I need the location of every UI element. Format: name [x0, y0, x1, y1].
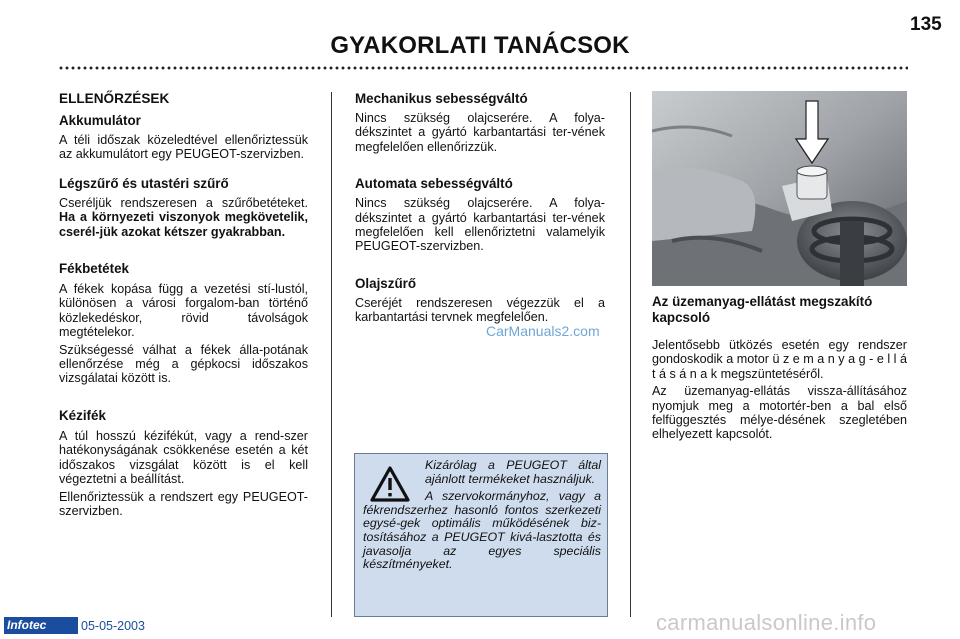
handbrake-title: Kézifék — [59, 407, 106, 423]
auto-gearbox-text: Nincs szükség olajcserére. A folya-dékszintet a gyártó karbantartási ter-vének megfelelően kell ellenőriztetni valamelyik PEUGEOT-szervizben. — [355, 196, 605, 254]
footer-watermark: carmanualsonline.info — [656, 610, 877, 635]
battery-text: A téli időszak közeledtével ellenőriztessük az akkumulátort egy PEUGEOT-szervizben. — [59, 133, 308, 162]
fuel-cutoff-text-1: Jelentősebb ütközés esetén egy rendszer gondoskodik a motor ü z e m a n y a g - e l l á t á s á n a k megszüntetéséről. — [652, 338, 907, 381]
section-heading: ELLENŐRZÉSEK — [59, 91, 170, 106]
auto-gearbox-title: Automata sebességváltó — [355, 176, 513, 192]
handbrake-text-2: Ellenőriztessük a rendszert egy PEUGEOT-szervizben. — [59, 489, 308, 518]
left-column — [59, 91, 308, 518]
oil-filter-text: Cseréjét rendszeresen végezzük el a karbantartási tervnek megfelelően. — [355, 295, 605, 325]
fuel-cutoff-title: Az üzemanyag-ellátást megszakító kapcsoló — [652, 294, 873, 325]
page-number: 135 — [910, 14, 942, 35]
brakes-title: Fékbetétek — [59, 261, 129, 277]
warning-text — [363, 459, 601, 572]
filters-text-bold: Ha a környezeti viszonyok megkövetelik, cserél-jük azokat kétszer gyakrabban. — [59, 210, 308, 239]
brakes-text-1: A fékek kopása függ a vezetési stí-lustól, különösen a városi forgalom-ban történő közlekedéskor, rövid távolságok megtételekor. — [59, 282, 308, 340]
engine-bay-photo — [652, 91, 907, 286]
brakes-text-2: Szükségessé válhat a fékek álla-potának ellenőrzése még a gépkocsi időszakos vizsgálatai között is. — [59, 342, 308, 386]
manual-gearbox-title: Mechanikus sebességváltó — [355, 91, 528, 106]
warning-box — [354, 453, 608, 617]
fuel-cutoff-switch-image — [652, 91, 907, 286]
manual-gearbox-text: Nincs szükség olajcserére. A folya-dékszintet a gyártó karbantartási ter-vének megfelelően ellenőrizzük. — [355, 111, 605, 154]
infotec-logo: Infotec — [4, 617, 78, 634]
warning-line-1: Kizárólag a PEUGEOT által ajánlott termékeket használjuk. — [425, 458, 601, 486]
column-divider-right — [630, 92, 631, 617]
fuel-cutoff-text-2: Az üzemanyag-ellátás vissza-állításához nyomjuk meg a motortér-ben a bal első felfüggesztés mélye-désének szegletében elhelyezett kapcsolót. — [652, 384, 907, 442]
warning-line-2: A szervokormányhoz, vagy a fékrendszerhez hasonló fontos szerkezeti egysé-gek optimális működésének biz-tosításához a PEUGEOT kivá-lasztotta és javasolja az egyes speciális készítményeket. — [363, 489, 601, 572]
footer-date: 05-05-2003 — [81, 619, 145, 633]
page-title: GYAKORLATI TANÁCSOK — [330, 32, 630, 59]
filters-text: Cseréljük rendszeresen a szűrőbetéteket. Ha a környezeti viszonyok megkövetelik, cserél-jük azokat kétszer gyakrabban. — [59, 195, 308, 239]
battery-title: Akkumulátor — [59, 113, 141, 128]
middle-column — [355, 91, 605, 325]
right-column — [652, 294, 907, 442]
handbrake-text-1: A túl hosszú kézifékút, vagy a rend-szer hatékonyságának csökkenése esetén a két időszakos vizsgálat között is el kell végeztetni a beállítást. — [59, 428, 308, 487]
dotted-divider — [58, 66, 908, 70]
filters-title: Légszűrő és utastéri szűrő — [59, 175, 229, 191]
column-divider-left — [331, 92, 332, 617]
watermark-text: CarManuals2.com — [486, 323, 600, 339]
oil-filter-title: Olajszűrő — [355, 275, 417, 291]
